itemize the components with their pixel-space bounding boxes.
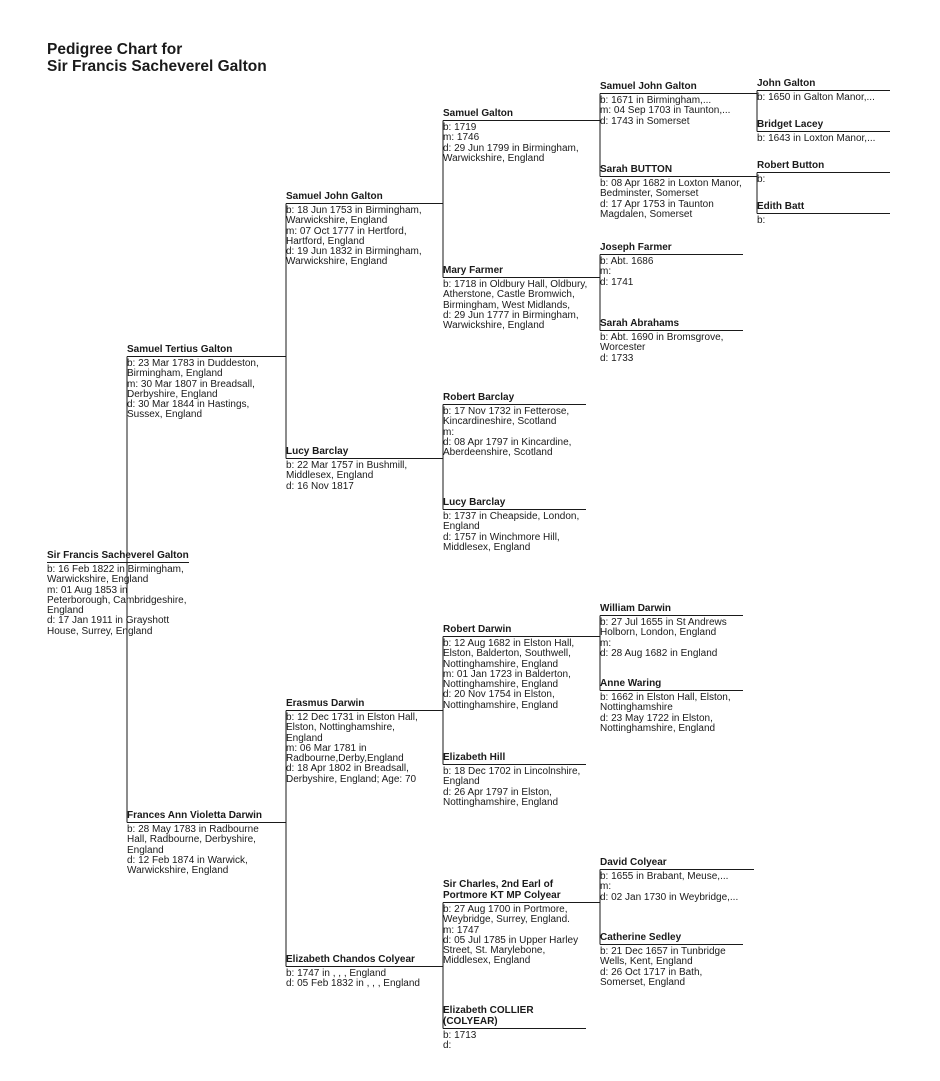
person-detail: m: <box>600 266 612 278</box>
person-detail: d: 29 Jun 1777 in Birmingham, <box>443 309 579 321</box>
person-p3 <box>127 810 270 876</box>
person-p21 <box>600 678 743 734</box>
person-detail: Nottinghamshire, England <box>443 699 559 711</box>
person-underline <box>286 710 436 711</box>
person-name: Lucy Barclay <box>443 497 506 508</box>
person-detail: b: 1747 in , , , England <box>286 968 387 979</box>
person-detail: Warwickshire, England <box>286 256 388 268</box>
person-detail: d: 1733 <box>600 352 634 364</box>
person-detail: m: 30 Mar 1807 in Breadsall, <box>127 378 255 390</box>
person-detail: d: 02 Jan 1730 in Weybridge,... <box>600 891 739 903</box>
person-detail: b: 1671 in Birmingham,... <box>600 95 712 106</box>
person-detail: England <box>443 521 480 533</box>
person-detail: d: 16 Nov 1817 <box>286 480 354 492</box>
person-detail: d: <box>443 1040 452 1052</box>
person-detail: Aberdeenshire, Scotland <box>443 447 553 459</box>
person-detail: England <box>443 776 480 788</box>
person-detail: b: 28 May 1783 in Radbourne <box>127 824 259 835</box>
person-underline <box>443 277 586 278</box>
person-p9 <box>443 265 586 331</box>
person-name: Samuel Tertius Galton <box>127 344 233 355</box>
person-underline <box>600 254 743 255</box>
person-detail: Warwickshire, England <box>47 574 149 586</box>
person-detail: b: 1737 in Cheapside, London, <box>443 511 580 522</box>
person-detail: d: 17 Apr 1753 in Taunton <box>600 198 714 210</box>
person-detail: Somerset, England <box>600 976 686 988</box>
person-detail: Nottinghamshire <box>600 702 673 714</box>
person-detail: d: 29 Jun 1799 in Birmingham, <box>443 142 579 154</box>
person-underline <box>600 330 743 331</box>
person-detail: Worcester <box>600 342 646 354</box>
person-detail: d: 30 Mar 1844 in Hastings, <box>127 399 250 411</box>
person-name: Samuel John Galton <box>600 81 697 92</box>
person-detail: Nottinghamshire, England <box>443 679 559 691</box>
person-detail: Nottinghamshire, England <box>443 796 559 808</box>
person-underline <box>127 822 270 823</box>
person-detail: d: 08 Apr 1797 in Kincardine, <box>443 436 572 448</box>
person-name: Samuel Galton <box>443 108 514 119</box>
person-detail: Warwickshire, England <box>443 320 545 332</box>
person-detail: Bedminster, Somerset <box>600 188 699 200</box>
person-detail: Street, St. Marylebone, <box>443 945 546 957</box>
person-detail: b: 1655 in Brabant, Meuse,... <box>600 871 729 882</box>
person-detail: m: 01 Aug 1853 in <box>47 584 128 596</box>
person-name: William Darwin <box>600 603 672 614</box>
person-p27 <box>757 201 890 226</box>
person-name: Sarah BUTTON <box>600 164 673 175</box>
person-p10 <box>443 392 586 458</box>
person-detail: b: Abt. 1690 in Bromsgrove, <box>600 332 724 343</box>
person-detail: Weybridge, Surrey, England. <box>443 914 570 926</box>
person-underline <box>286 458 436 459</box>
person-detail: England <box>286 732 323 744</box>
person-detail: House, Surrey, England <box>47 625 153 637</box>
person-p19 <box>600 318 743 364</box>
person-p17 <box>600 164 743 220</box>
person-underline <box>757 90 890 91</box>
person-p25 <box>757 119 890 144</box>
person-detail: Elston, Balderton, Southwell, <box>443 648 571 660</box>
person-detail: Warwickshire, England <box>127 865 229 877</box>
person-detail: b: 27 Jul 1655 in St Andrews <box>600 617 727 628</box>
person-p24 <box>757 78 890 103</box>
person-name: Bridget Lacey <box>757 119 824 130</box>
person-detail: b: 23 Mar 1783 in Duddeston, <box>127 358 259 369</box>
person-detail: b: 1719 <box>443 122 477 133</box>
person-detail: Nottinghamshire, England <box>443 658 559 670</box>
person-detail: m: 1747 <box>443 924 480 936</box>
person-p14 <box>443 879 586 967</box>
person-name: Elizabeth Chandos Colyear <box>286 954 415 965</box>
person-name: Catherine Sedley <box>600 932 682 943</box>
person-name: John Galton <box>757 78 816 89</box>
person-detail: m: <box>600 637 612 649</box>
person-detail: d: 20 Nov 1754 in Elston, <box>443 689 555 701</box>
person-detail: d: 1743 in Somerset <box>600 115 690 127</box>
person-p18 <box>600 242 743 288</box>
person-p4 <box>286 191 436 268</box>
person-detail: Middlesex, England <box>286 470 374 482</box>
person-detail: Radbourne,Derby,England <box>286 753 404 765</box>
person-detail: d: 28 Aug 1682 in England <box>600 647 718 659</box>
person-detail: Elston, Nottinghamshire, <box>286 722 395 734</box>
person-p26 <box>757 160 890 185</box>
person-detail: England <box>127 844 164 856</box>
person-detail: b: 12 Dec 1731 in Elston Hall, <box>286 712 418 723</box>
person-detail: b: 22 Mar 1757 in Bushmill, <box>286 460 408 471</box>
person-p5 <box>286 446 436 492</box>
person-detail: b: 1650 in Galton Manor,... <box>757 92 875 103</box>
person-p15 <box>443 1005 586 1052</box>
person-name: Anne Waring <box>600 678 662 689</box>
person-name: Mary Farmer <box>443 265 504 276</box>
person-detail: d: 26 Apr 1797 in Elston, <box>443 786 552 798</box>
person-p23 <box>600 932 743 988</box>
person-p2 <box>127 344 259 421</box>
person-underline <box>600 944 743 945</box>
person-detail: d: 12 Feb 1874 in Warwick, <box>127 854 248 866</box>
person-underline <box>600 690 743 691</box>
person-detail: Magdalen, Somerset <box>600 208 693 220</box>
person-detail: m: 04 Sep 1703 in Taunton,... <box>600 105 731 117</box>
person-underline <box>600 869 754 870</box>
person-name: Edith Batt <box>757 201 805 212</box>
person-detail: m: 06 Mar 1781 in <box>286 742 367 754</box>
person-detail: England <box>47 605 84 617</box>
person-detail: b: Abt. 1686 <box>600 256 654 267</box>
person-detail: b: 12 Aug 1682 in Elston Hall, <box>443 638 575 649</box>
person-detail: m: 1746 <box>443 132 480 144</box>
person-p20 <box>600 603 743 659</box>
person-detail: d: 05 Jul 1785 in Upper Harley <box>443 934 579 946</box>
person-detail: d: 18 Apr 1802 in Breadsall, <box>286 763 409 775</box>
person-underline <box>443 902 586 903</box>
person-underline <box>757 172 890 173</box>
person-detail: Sussex, England <box>127 409 203 421</box>
person-name: Elizabeth Hill <box>443 752 506 763</box>
person-detail: b: 16 Feb 1822 in Birmingham, <box>47 564 184 575</box>
person-detail: b: 1718 in Oldbury Hall, Oldbury, <box>443 279 588 290</box>
person-underline <box>286 203 436 204</box>
person-detail: Holborn, London, England <box>600 627 717 639</box>
person-detail: b: 18 Jun 1753 in Birmingham, <box>286 205 422 216</box>
person-underline <box>600 615 743 616</box>
person-p8 <box>443 108 586 164</box>
person-underline <box>47 562 189 563</box>
person-detail: m: <box>600 881 612 893</box>
person-detail: Nottinghamshire, England <box>600 722 716 734</box>
person-name: Joseph Farmer <box>600 242 672 253</box>
person-detail: b: 27 Aug 1700 in Portmore, <box>443 904 568 915</box>
person-detail: b: 08 Apr 1682 in Loxton Manor, <box>600 178 742 189</box>
person-name: Samuel John Galton <box>286 191 383 202</box>
person-detail: b: <box>757 174 766 185</box>
person-underline <box>443 1028 586 1029</box>
person-name: Robert Darwin <box>443 624 512 635</box>
person-underline <box>443 764 586 765</box>
person-name: Lucy Barclay <box>286 446 349 457</box>
person-detail: Middlesex, England <box>443 955 531 967</box>
person-underline <box>443 636 586 637</box>
person-detail: Warwickshire, England <box>443 152 545 164</box>
person-underline <box>127 356 253 357</box>
person-detail: Peterborough, Cambridgeshire, <box>47 594 187 606</box>
person-detail: d: 05 Feb 1832 in , , , England <box>286 978 420 990</box>
person-name: Robert Button <box>757 160 825 171</box>
person-detail: Birmingham, West Midlands, <box>443 299 571 311</box>
person-detail: Warwickshire, England <box>286 215 388 227</box>
person-detail: b: 1662 in Elston Hall, Elston, <box>600 692 731 703</box>
person-detail: b: 1643 in Loxton Manor,... <box>757 133 876 144</box>
person-name: Erasmus Darwin <box>286 698 365 709</box>
person-p7 <box>286 954 436 990</box>
person-detail: Kincardineshire, Scotland <box>443 416 557 428</box>
person-detail: b: 17 Nov 1732 in Fetterose, <box>443 406 570 417</box>
person-name: Elizabeth COLLIER (COLYEAR) <box>443 1005 534 1027</box>
person-underline <box>443 120 586 121</box>
person-detail: Hall, Radbourne, Derbyshire, <box>127 834 256 846</box>
person-detail: Derbyshire, England <box>127 388 218 400</box>
person-underline <box>443 404 586 405</box>
person-detail: Wells, Kent, England <box>600 956 693 968</box>
person-p13 <box>443 752 586 808</box>
person-detail: b: 1713 <box>443 1030 477 1041</box>
person-underline <box>443 509 586 510</box>
chart-title-line2: Sir Francis Sacheverel Galton <box>47 58 267 75</box>
person-detail: d: 26 Oct 1717 in Bath, <box>600 966 703 978</box>
person-detail: d: 17 Jan 1911 in Grayshott <box>47 615 170 627</box>
person-p1 <box>47 550 189 637</box>
person-detail: m: 07 Oct 1777 in Hertford, <box>286 225 407 237</box>
person-detail: d: 1741 <box>600 276 634 288</box>
person-detail: b: <box>757 215 766 226</box>
person-name: Sir Francis Sacheverel Galton <box>47 550 189 561</box>
person-name: Robert Barclay <box>443 392 515 403</box>
person-detail: Middlesex, England <box>443 541 531 553</box>
person-underline <box>286 966 436 967</box>
person-name: Sir Charles, 2nd Earl of Portmore KT MP Colyear <box>443 879 561 901</box>
person-detail: m: <box>443 426 455 438</box>
person-detail: Derbyshire, England; Age: 70 <box>286 773 417 785</box>
person-detail: d: 19 Jun 1832 in Birmingham, <box>286 246 422 258</box>
chart-title-line1: Pedigree Chart for <box>47 41 183 58</box>
person-detail: d: 23 May 1722 in Elston, <box>600 712 713 724</box>
person-detail: b: 21 Dec 1657 in Tunbridge <box>600 946 726 957</box>
person-detail: b: 18 Dec 1702 in Lincolnshire, <box>443 766 581 777</box>
person-underline <box>757 213 890 214</box>
person-p22 <box>600 857 754 903</box>
person-detail: m: 01 Jan 1723 in Balderton, <box>443 668 571 680</box>
person-name: David Colyear <box>600 857 667 868</box>
person-detail: Atherstone, Castle Bromwich, <box>443 289 575 301</box>
person-p16 <box>600 81 743 127</box>
person-detail: Birmingham, England <box>127 368 223 380</box>
person-p12 <box>443 624 586 711</box>
person-name: Frances Ann Violetta Darwin <box>127 810 263 821</box>
person-detail: d: 1757 in Winchmore Hill, <box>443 531 560 543</box>
person-name: Sarah Abrahams <box>600 318 680 329</box>
person-p11 <box>443 497 586 553</box>
person-underline <box>600 93 743 94</box>
person-detail: Hartford, England <box>286 235 365 247</box>
person-underline <box>600 176 743 177</box>
person-underline <box>757 131 890 132</box>
person-p6 <box>286 698 436 785</box>
